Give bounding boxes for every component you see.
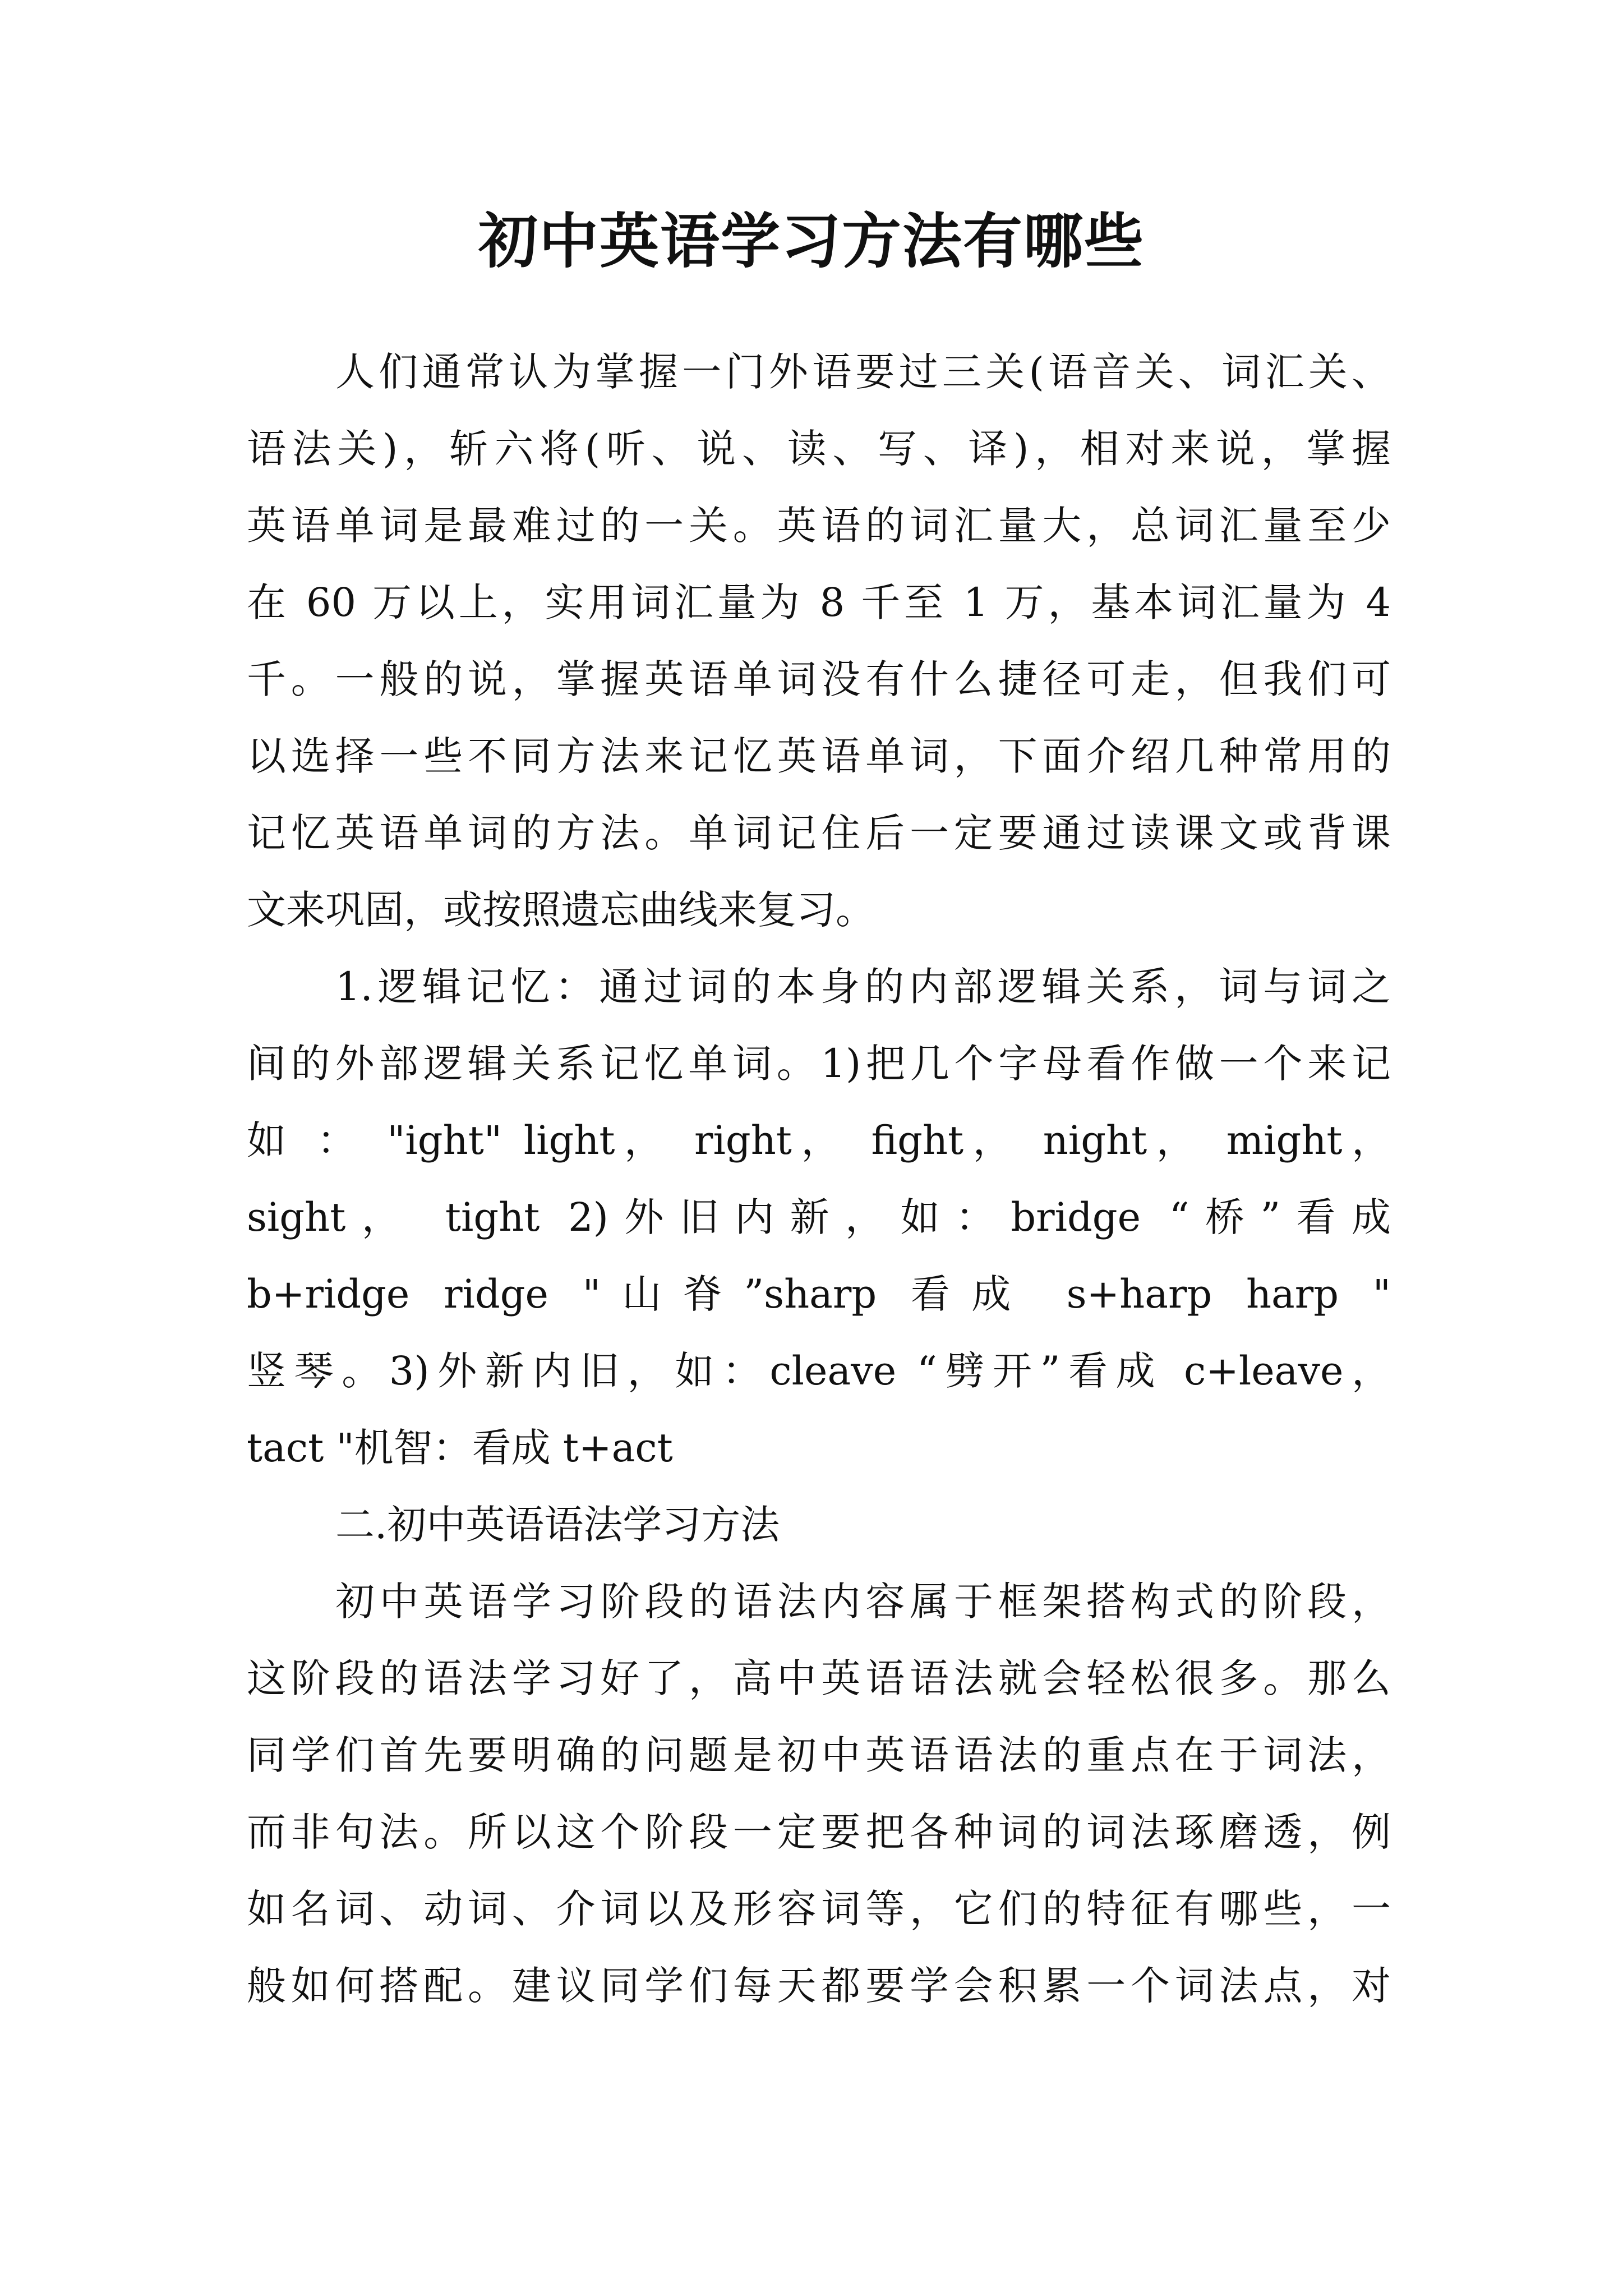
text-line: 这阶段的语法学习好了，高中英语语法就会轻松很多。那么 xyxy=(247,1655,1391,1701)
text-line: 文来巩固，或按照遗忘曲线来复习。 xyxy=(247,887,875,933)
text-line: 同学们首先要明确的问题是初中英语语法的重点在于词法， xyxy=(247,1732,1391,1778)
text-line: 在 60 万以上，实用词汇量为 8 千至 1 万，基本词汇量为 4 xyxy=(247,579,1391,625)
text-line: 而非句法。所以这个阶段一定要把各种词的词法琢磨透，例 xyxy=(247,1809,1391,1855)
document-body xyxy=(247,334,1391,2024)
text-line: 英语单词是最难过的一关。英语的词汇量大，总词汇量至少 xyxy=(247,503,1391,549)
text-line: b+ridge ridge "山脊”sharp 看成 s+harp harp " xyxy=(247,1271,1391,1317)
text-line: 人们通常认为掌握一门外语要过三关(语音关、词汇关、 xyxy=(335,349,1391,395)
section-heading: 二.初中英语语法学习方法 xyxy=(335,1502,780,1548)
text-line: 如名词、动词、介词以及形容词等，它们的特征有哪些，一 xyxy=(247,1886,1391,1932)
text-line: 般如何搭配。建议同学们每天都要学会积累一个词法点，对 xyxy=(247,1963,1391,2009)
text-line: 初中英语学习阶段的语法内容属于框架搭构式的阶段， xyxy=(335,1579,1391,1625)
document-title: 初中英语学习方法有哪些 xyxy=(478,206,1145,276)
text-line: tact "机智：看成 t+act xyxy=(247,1425,673,1471)
text-line: 以选择一些不同方法来记忆英语单词，下面介绍几种常用的 xyxy=(247,733,1391,779)
text-line: 间的外部逻辑关系记忆单词。1)把几个字母看作做一个来记 xyxy=(247,1041,1391,1087)
text-line: 记忆英语单词的方法。单词记住后一定要通过读课文或背课 xyxy=(247,810,1391,856)
text-line: 语法关)，斩六将(听、说、读、写、译)，相对来说，掌握 xyxy=(247,426,1391,472)
text-line: 如 ： "ight" light， right， fight， night， might， xyxy=(247,1117,1391,1163)
text-line: 1.逻辑记忆：通过词的本身的内部逻辑关系，词与词之 xyxy=(335,964,1391,1010)
text-line: 竖琴。3)外新内旧，如：cleave “劈开”看成 c+leave， xyxy=(247,1348,1391,1394)
text-line: 千。一般的说，掌握英语单词没有什么捷径可走，但我们可 xyxy=(247,656,1391,702)
text-line: sight， tight 2)外旧内新，如：bridge “桥”看成 xyxy=(247,1194,1391,1240)
